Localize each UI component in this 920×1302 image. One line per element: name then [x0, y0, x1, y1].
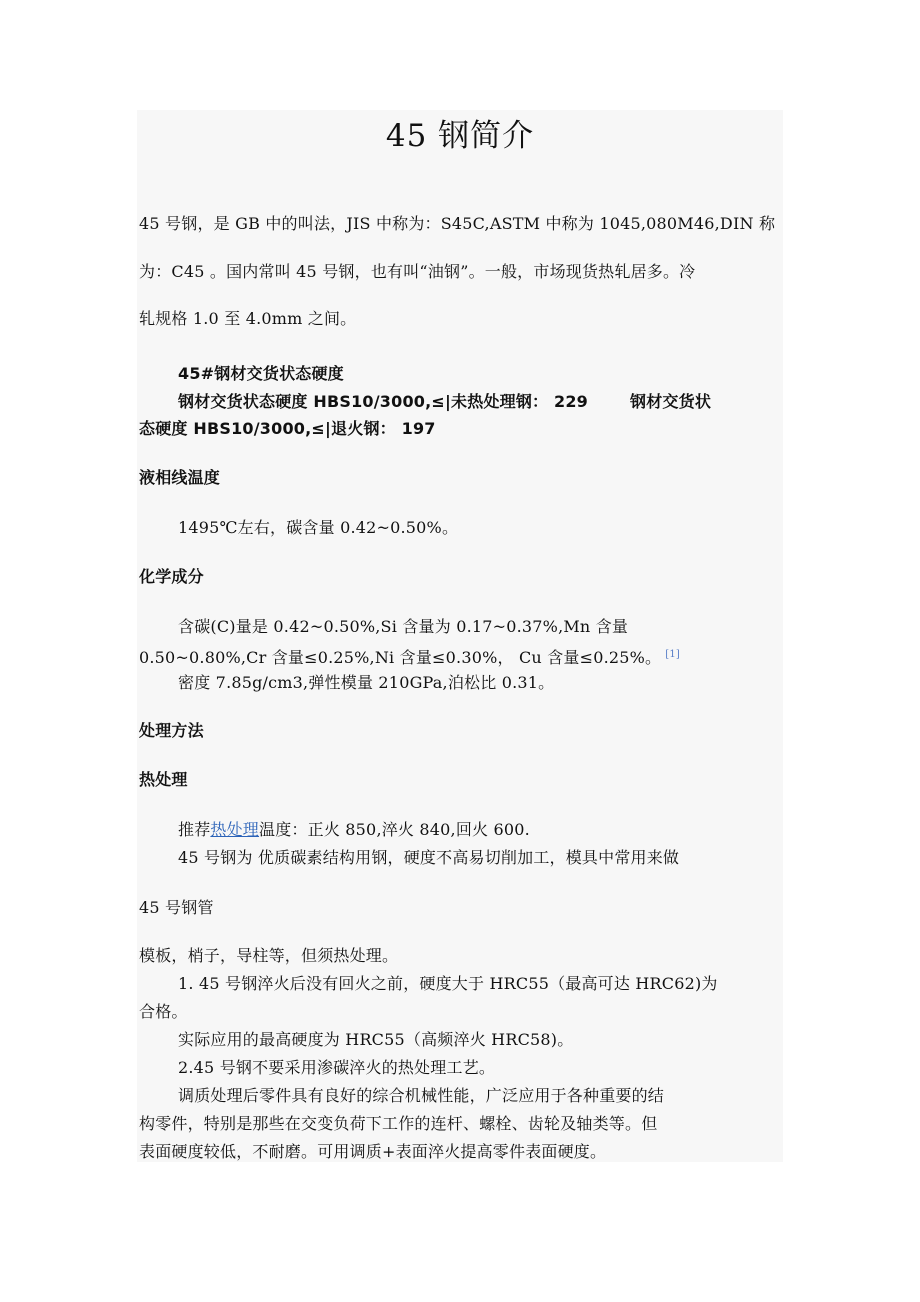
recommend-line: [178, 820, 787, 840]
use-line-1: 45 号钢为 优质碳素结构用钢，硬度不高易切削加工，模具中常用来做: [178, 848, 680, 867]
intro-line-1: 45 号钢，是 GB 中的叫法，JIS 中称为：S45C,ASTM 中称为 1045,080M46,DIN 称: [139, 214, 776, 233]
chemistry-line-1: 含碳(C)量是 0.42~0.50%,Si 含量为 0.17~0.37%,Mn 含量: [178, 617, 629, 636]
page-title: 45 钢简介: [385, 118, 535, 154]
intro-line-2: 为：C45 。国内常叫 45 号钢，也有叫“油钢”。一般，市场现货热轧居多。冷: [139, 262, 696, 281]
liquidus-heading: 液相线温度: [139, 468, 221, 487]
hardness-line-1b: 钢材交货状: [630, 392, 712, 411]
methods-heading: 处理方法: [139, 721, 204, 740]
recommend-suffix: 温度：正火 850,淬火 840,回火 600.: [259, 820, 530, 839]
item-1-line-a: 1. 45 号钢淬火后没有回火之前，硬度大于 HRC55（最高可达 HRC62)为: [178, 974, 718, 993]
chemistry-heading: 化学成分: [139, 567, 204, 586]
item-2-line: 2.45 号钢不要采用渗碳淬火的热处理工艺。: [178, 1058, 496, 1077]
qt-line-1: 调质处理后零件具有良好的综合机械性能，广泛应用于各种重要的结: [178, 1086, 665, 1105]
hardness-line-1a: 钢材交货状态硬度 HBS10/3000,≤|未热处理钢： 229: [178, 392, 589, 411]
chemistry-line-2: [139, 645, 787, 668]
qt-line-3: 表面硬度较低，不耐磨。可用调质+表面淬火提高零件表面硬度。: [139, 1142, 607, 1161]
intro-line-3: 轧规格 1.0 至 4.0mm 之间。: [139, 309, 357, 328]
use-line-2: 模板，梢子，导柱等，但须热处理。: [139, 946, 399, 965]
heat-treatment-heading: 热处理: [139, 770, 188, 789]
heat-treatment-link[interactable]: 热处理: [210, 820, 260, 839]
hardness-line-1: [178, 392, 787, 412]
actual-hardness-line: 实际应用的最高硬度为 HRC55（高频淬火 HRC58)。: [178, 1030, 574, 1049]
liquidus-text: 1495℃左右，碳含量 0.42~0.50%。: [178, 518, 459, 537]
item-1-line-b: 合格。: [139, 1002, 188, 1021]
hardness-line-2: 态硬度 HBS10/3000,≤|退火钢： 197: [139, 419, 436, 438]
chemistry-line-3: 密度 7.85g/cm3,弹性模量 210GPa,泊松比 0.31。: [178, 673, 555, 692]
hardness-heading: 45#钢材交货状态硬度: [178, 364, 344, 383]
qt-line-2: 构零件，特别是那些在交变负荷下工作的连杆、螺栓、齿轮及轴类等。但: [139, 1114, 658, 1133]
reference-link[interactable]: [1]: [665, 649, 680, 660]
chemistry-line-2-text: 0.50~0.80%,Cr 含量≤0.25%,Ni 含量≤0.30%， Cu 含量≤0.25%。: [139, 648, 662, 667]
recommend-prefix: 推荐: [178, 820, 211, 839]
tube-line: 45 号钢管: [139, 898, 214, 917]
